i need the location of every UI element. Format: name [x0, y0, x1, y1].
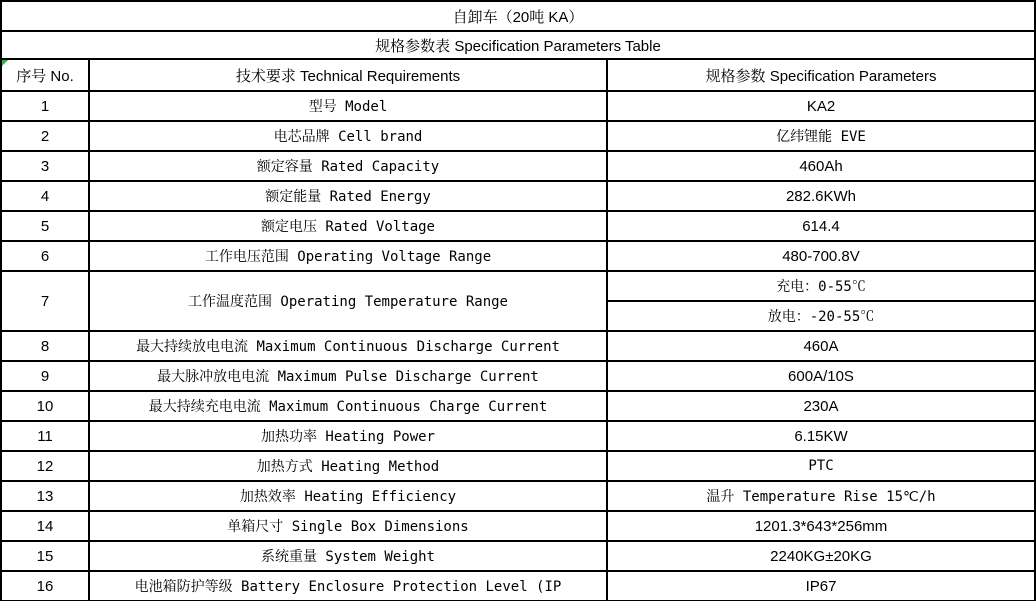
table-row [1, 361, 1035, 391]
requirement-label: 最大持续放电电流 Maximum Continuous Discharge Current [89, 331, 607, 361]
requirement-label: 工作电压范围 Operating Voltage Range [89, 241, 607, 271]
row-number: 5 [1, 211, 89, 241]
spec-value: 230A [607, 391, 1035, 421]
row-number: 9 [1, 361, 89, 391]
spec-value: 6.15KW [607, 421, 1035, 451]
table-row [1, 451, 1035, 481]
requirement-label: 加热效率 Heating Efficiency [89, 481, 607, 511]
row-number: 7 [1, 271, 89, 331]
table-row [1, 391, 1035, 421]
spec-value: 亿纬锂能 EVE [607, 121, 1035, 151]
requirement-label: 最大持续充电电流 Maximum Continuous Charge Current [89, 391, 607, 421]
table-row [1, 571, 1035, 601]
row-number: 4 [1, 181, 89, 211]
spec-value: IP67 [607, 571, 1035, 601]
table-row [1, 91, 1035, 121]
spec-value: 460Ah [607, 151, 1035, 181]
column-header-requirements: 技术要求 Technical Requirements [89, 59, 607, 91]
row-number: 12 [1, 451, 89, 481]
requirement-label: 电池箱防护等级 Battery Enclosure Protection Level (IP [89, 571, 607, 601]
requirement-label: 工作温度范围 Operating Temperature Range [89, 271, 607, 331]
green-corner-flag-icon [2, 60, 8, 66]
requirement-label: 型号 Model [89, 91, 607, 121]
table-row [1, 331, 1035, 361]
spec-value: KA2 [607, 91, 1035, 121]
subtitle-row [1, 31, 1035, 59]
table-row [1, 151, 1035, 181]
spec-value: 600A/10S [607, 361, 1035, 391]
requirement-label: 系统重量 System Weight [89, 541, 607, 571]
row-number: 15 [1, 541, 89, 571]
requirement-label: 额定电压 Rated Voltage [89, 211, 607, 241]
spec-value: 282.6KWh [607, 181, 1035, 211]
table-row [1, 421, 1035, 451]
row-number: 1 [1, 91, 89, 121]
requirement-label: 单箱尺寸 Single Box Dimensions [89, 511, 607, 541]
column-header-no: 序号 No. [16, 67, 74, 85]
table-row [1, 541, 1035, 571]
spec-value-discharge: 放电：-20-55℃ [607, 301, 1035, 331]
spec-value: 2240KG±20KG [607, 541, 1035, 571]
table-subtitle: 规格参数表 Specification Parameters Table [1, 31, 1035, 59]
row-number: 13 [1, 481, 89, 511]
spec-value: PTC [607, 451, 1035, 481]
spec-value: 480-700.8V [607, 241, 1035, 271]
row-number: 2 [1, 121, 89, 151]
row-number: 8 [1, 331, 89, 361]
row-number: 6 [1, 241, 89, 271]
table-row [1, 481, 1035, 511]
requirement-label: 加热方式 Heating Method [89, 451, 607, 481]
requirement-label: 电芯品牌 Cell brand [89, 121, 607, 151]
spec-value: 460A [607, 331, 1035, 361]
spec-value-charge: 充电：0-55℃ [607, 271, 1035, 301]
title-row [1, 1, 1035, 31]
header-row [1, 59, 1035, 91]
requirement-label: 额定容量 Rated Capacity [89, 151, 607, 181]
column-header-spec: 规格参数 Specification Parameters [607, 59, 1035, 91]
requirement-label: 加热功率 Heating Power [89, 421, 607, 451]
table-row [1, 241, 1035, 271]
row-number: 11 [1, 421, 89, 451]
table-row [1, 211, 1035, 241]
page-title: 自卸车（20吨 KA） [1, 1, 1035, 31]
table-row [1, 121, 1035, 151]
table-row [1, 271, 1035, 301]
spec-value: 1201.3*643*256mm [607, 511, 1035, 541]
spec-table-body [1, 1, 1035, 601]
spec-value: 温升 Temperature Rise 15℃/h [607, 481, 1035, 511]
table-row [1, 181, 1035, 211]
row-number: 3 [1, 151, 89, 181]
row-number: 10 [1, 391, 89, 421]
column-header-no-cell [1, 59, 89, 91]
requirement-label: 额定能量 Rated Energy [89, 181, 607, 211]
row-number: 16 [1, 571, 89, 601]
spec-value: 614.4 [607, 211, 1035, 241]
requirement-label: 最大脉冲放电电流 Maximum Pulse Discharge Current [89, 361, 607, 391]
row-number: 14 [1, 511, 89, 541]
table-row [1, 511, 1035, 541]
